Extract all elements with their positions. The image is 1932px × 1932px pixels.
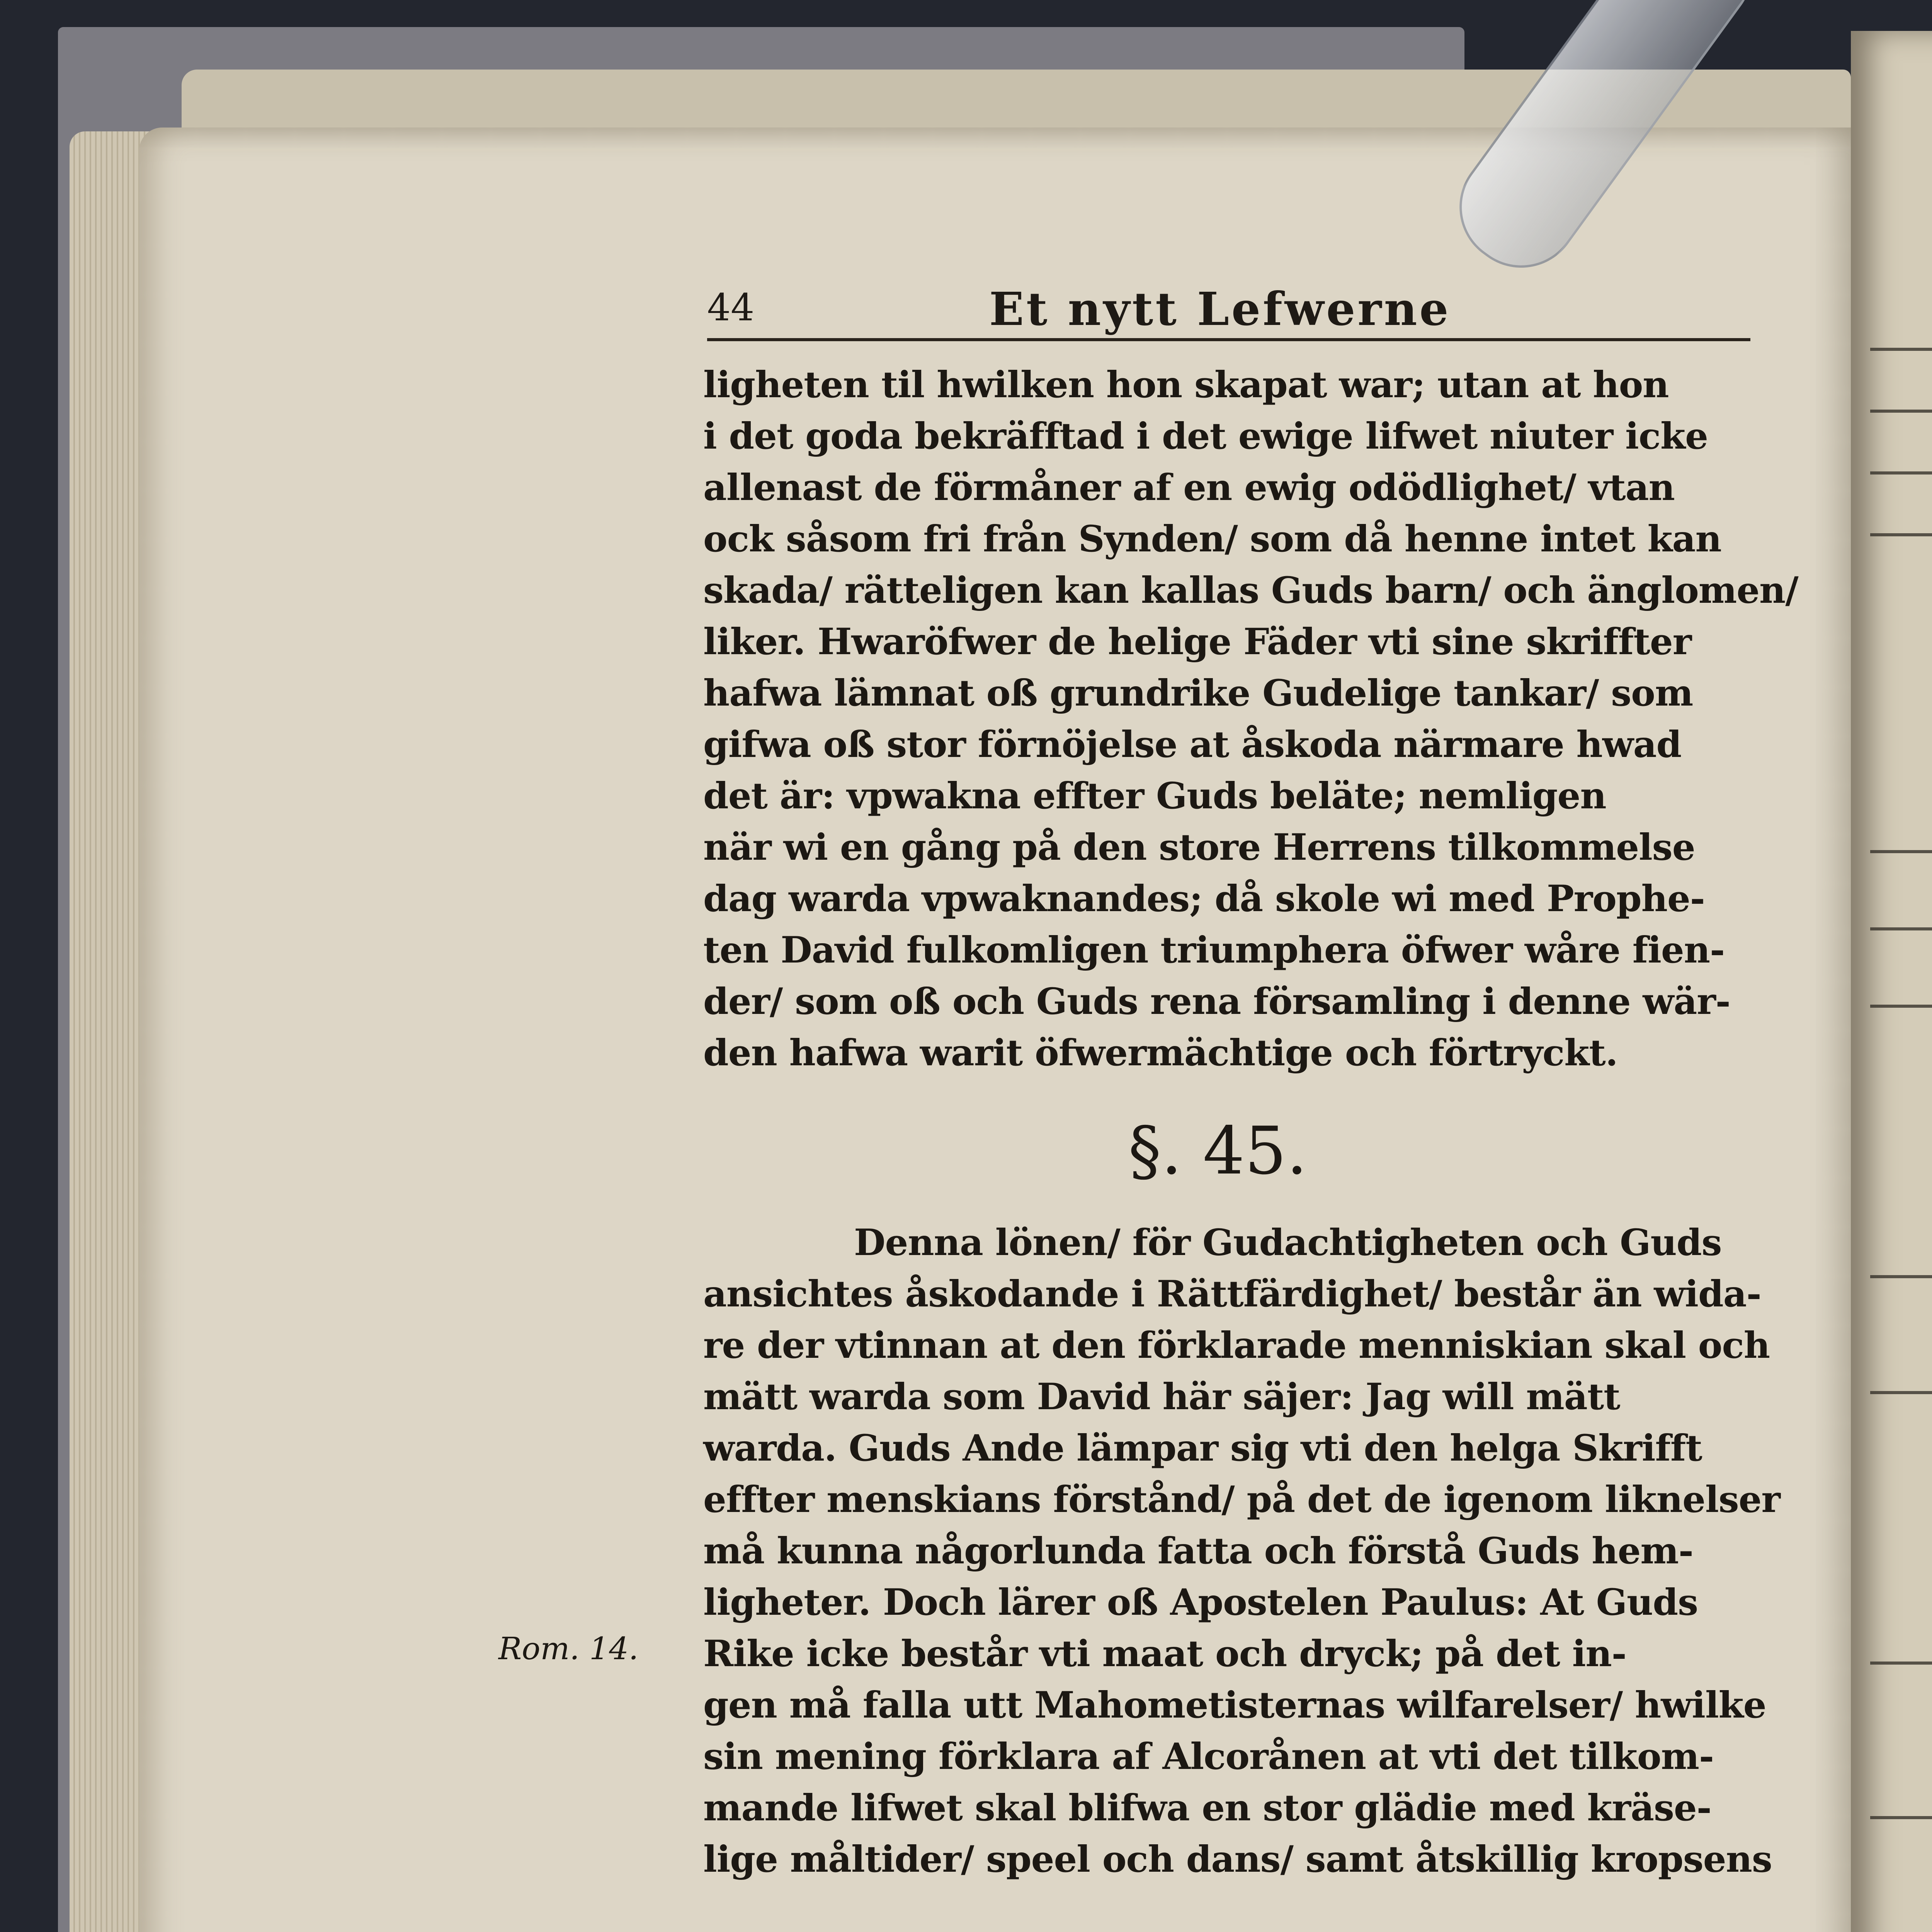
text-line: må kunna någorlunda fatta och förstå Guds hem- [703,1530,1693,1572]
text-line: hafwa lämnat oß grundrike Gudelige tankar/ som [703,672,1693,714]
text-line: när wi en gång på den store Herrens tilkommelse [703,826,1695,869]
text-line: mande lifwet skal blifwa en stor glädie med kräse- [703,1787,1711,1829]
facing-page-text [1870,850,1932,853]
text-line: der/ som oß och Guds rena församling i denne wär- [703,980,1730,1023]
text-line: ansichtes åskodande i Rättfärdighet/ består än wida- [703,1273,1761,1315]
facing-page-text [1870,1391,1932,1394]
text-line: ligheter. Doch lärer oß Apostelen Paulus: At Guds [703,1581,1698,1624]
facing-page-text [1870,410,1932,413]
text-line: warda. Guds Ande lämpar sig vti den helga Skrifft [703,1427,1702,1469]
paragraph-2 [703,1217,1780,1885]
text-line: skada/ rätteligen kan kallas Guds barn/ och änglomen/ [703,569,1798,612]
facing-page-text [1870,1816,1932,1819]
paragraph-1 [703,359,1798,1079]
text-line: liker. Hwaröfwer de helige Fäder vti sine skriffter [703,621,1692,663]
text-line: den hafwa warit öfwermächtige och förtryckt. [703,1032,1618,1074]
running-title: Et nytt Lefwerne [989,282,1451,336]
section-heading: §. 45. [1128,1113,1308,1189]
facing-page-text [1870,533,1932,536]
text-line: i det goda bekräfftad i det ewige lifwet niuter icke [703,415,1708,457]
text-line: sin mening förklara af Alcorånen at vti det tilkom- [703,1735,1714,1778]
facing-page-text [1870,348,1932,351]
header-rule [707,338,1750,341]
marginal-note: Rom. 14. [498,1631,639,1667]
text-line: Rike icke består vti maat och dryck; på det in- [703,1633,1626,1675]
facing-page-text [1870,1275,1932,1278]
text-line: ten David fulkomligen triumphera öfwer wåre fien- [703,929,1725,971]
facing-page-text [1870,927,1932,930]
text-line: mätt warda som David här säjer: Jag will mätt [703,1376,1620,1418]
text-line: lige måltider/ speel och dans/ samt åtskillig kropsens [703,1838,1772,1881]
facing-page-text [1870,471,1932,474]
text-line: gen må falla utt Mahometisternas wilfarelser/ hwilke [703,1684,1766,1726]
text-line: ock såsom fri från Synden/ som då henne intet kan [703,518,1721,560]
text-line: Denna lönen/ för Gudachtigheten och Guds [854,1221,1722,1264]
text-line: gifwa oß stor förnöjelse at åskoda närmare hwad [703,723,1682,766]
page-number: 44 [707,286,755,329]
running-head [707,282,1750,340]
text-line: det är: vpwakna effter Guds beläte; nemligen [703,775,1606,817]
text-line: allenast de förmåner af en ewig odödlighet/ vtan [703,466,1675,509]
text-line: ligheten til hwilken hon skapat war; utan at hon [703,364,1669,406]
facing-page-text [1870,1662,1932,1665]
facing-page-edge [1851,31,1932,1932]
text-line: effter menskians förstånd/ på det de igenom liknelser [703,1478,1780,1521]
text-line: re der vtinnan at den förklarade menniskian skal och [703,1324,1770,1367]
text-line: dag warda vpwaknandes; då skole wi med Prophe- [703,878,1705,920]
facing-page-text [1870,1005,1932,1008]
